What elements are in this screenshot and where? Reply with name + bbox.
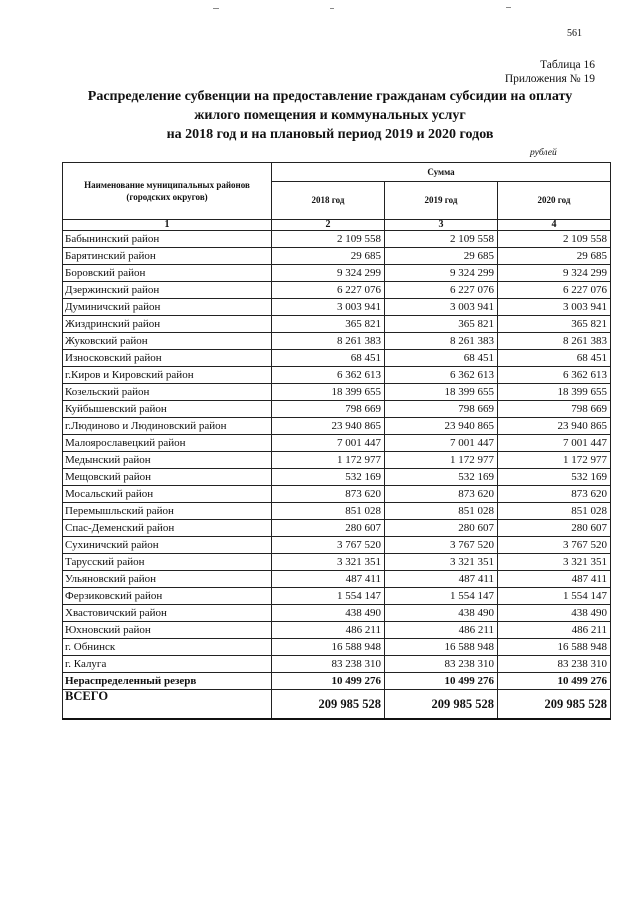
amount-2020: 1 172 977: [498, 452, 611, 469]
amount-2020: 3 767 520: [498, 537, 611, 554]
column-number: 1: [63, 220, 272, 231]
amount-2018: 365 821: [272, 316, 385, 333]
header-year: 2019 год: [385, 182, 498, 220]
amount-2019: 280 607: [385, 520, 498, 537]
table-row: [63, 639, 611, 656]
page-number: 561: [567, 28, 582, 39]
table-row: [63, 248, 611, 265]
title-line: на 2018 год и на плановый период 2019 и 2020 годов: [166, 127, 494, 142]
table-row: [63, 384, 611, 401]
table-row: [63, 571, 611, 588]
amount-2020: 3 003 941: [498, 299, 611, 316]
amount-2019: 1 172 977: [385, 452, 498, 469]
amount-2018: 438 490: [272, 605, 385, 622]
district-name: Ульяновский район: [63, 571, 272, 588]
table-row: [63, 605, 611, 622]
amount-2020: 7 001 447: [498, 435, 611, 452]
table-row: [63, 520, 611, 537]
amount-2020: 532 169: [498, 469, 611, 486]
table-row: [63, 656, 611, 673]
amount-2020: 9 324 299: [498, 265, 611, 282]
total-2020: 209 985 528: [498, 690, 611, 720]
amount-2018: 2 109 558: [272, 231, 385, 248]
district-name: Бабынинский район: [63, 231, 272, 248]
district-name: г. Калуга: [63, 656, 272, 673]
allocation-table: [62, 162, 611, 720]
amount-2020: 8 261 383: [498, 333, 611, 350]
amount-2018: 18 399 655: [272, 384, 385, 401]
district-name: г.Киров и Кировский район: [63, 367, 272, 384]
district-name: г. Обнинск: [63, 639, 272, 656]
table-row: [63, 333, 611, 350]
amount-2019: 532 169: [385, 469, 498, 486]
amount-2019: 365 821: [385, 316, 498, 333]
table-row: [63, 231, 611, 248]
amount-2018: 6 362 613: [272, 367, 385, 384]
district-name: Хвастовичский район: [63, 605, 272, 622]
table-row: [63, 554, 611, 571]
amount-2018: 1 172 977: [272, 452, 385, 469]
amount-2019: 6 227 076: [385, 282, 498, 299]
amount-2019: 798 669: [385, 401, 498, 418]
amount-2020: 18 399 655: [498, 384, 611, 401]
table-row: [63, 350, 611, 367]
amount-2018: 7 001 447: [272, 435, 385, 452]
amount-2020: 83 238 310: [498, 656, 611, 673]
amount-2020: 438 490: [498, 605, 611, 622]
total-name: ВСЕГО: [63, 690, 272, 720]
table-row: [63, 418, 611, 435]
units-label: рублей: [530, 148, 557, 158]
header-sum: Сумма: [272, 163, 611, 182]
header-name: Наименование муниципальных районов (городских округов): [63, 163, 272, 220]
amount-2019: 3 003 941: [385, 299, 498, 316]
amount-2018: 1 554 147: [272, 588, 385, 605]
title-line: жилого помещения и коммунальных услуг: [194, 108, 466, 123]
amount-2019: 2 109 558: [385, 231, 498, 248]
amount-2018: 851 028: [272, 503, 385, 520]
table-row: [63, 503, 611, 520]
table-row: [63, 588, 611, 605]
amount-2019: 873 620: [385, 486, 498, 503]
district-name: Мосальский район: [63, 486, 272, 503]
district-name: Думиничский район: [63, 299, 272, 316]
amount-2020: 487 411: [498, 571, 611, 588]
amount-2020: 2 109 558: [498, 231, 611, 248]
amount-2019: 438 490: [385, 605, 498, 622]
district-name: Тарусский район: [63, 554, 272, 571]
amount-2018: 83 238 310: [272, 656, 385, 673]
district-name: Малоярославецкий район: [63, 435, 272, 452]
amount-2019: 9 324 299: [385, 265, 498, 282]
district-name: Медынский район: [63, 452, 272, 469]
district-name: Козельский район: [63, 384, 272, 401]
amount-2019: 6 362 613: [385, 367, 498, 384]
amount-2019: 487 411: [385, 571, 498, 588]
amount-2018: 6 227 076: [272, 282, 385, 299]
reserve-name: Нераспределенный резерв: [63, 673, 272, 690]
reserve-2019: 10 499 276: [385, 673, 498, 690]
amount-2020: 1 554 147: [498, 588, 611, 605]
district-name: Жуковский район: [63, 333, 272, 350]
title-line: Распределение субвенции на предоставление гражданам субсидии на оплату: [87, 89, 573, 104]
total-2019: 209 985 528: [385, 690, 498, 720]
amount-2020: 486 211: [498, 622, 611, 639]
table-label: [505, 58, 595, 86]
district-name: Ферзиковский район: [63, 588, 272, 605]
amount-2020: 23 940 865: [498, 418, 611, 435]
district-name: Мещовский район: [63, 469, 272, 486]
amount-2018: 798 669: [272, 401, 385, 418]
district-name: Спас-Деменский район: [63, 520, 272, 537]
amount-2020: 873 620: [498, 486, 611, 503]
scan-artifact: [506, 7, 511, 8]
table-row: [63, 299, 611, 316]
amount-2018: 280 607: [272, 520, 385, 537]
table-label-line: Приложения № 19: [504, 73, 595, 85]
total-2018: 209 985 528: [272, 690, 385, 720]
scan-artifact: [213, 8, 219, 9]
district-name: г.Людиново и Людиновский район: [63, 418, 272, 435]
amount-2018: 23 940 865: [272, 418, 385, 435]
amount-2019: 23 940 865: [385, 418, 498, 435]
amount-2018: 9 324 299: [272, 265, 385, 282]
amount-2020: 365 821: [498, 316, 611, 333]
amount-2018: 3 321 351: [272, 554, 385, 571]
column-number: 4: [498, 220, 611, 231]
district-name: Барятинский район: [63, 248, 272, 265]
document-title: [60, 87, 600, 144]
table-row: [63, 401, 611, 418]
district-name: Боровский район: [63, 265, 272, 282]
amount-2018: 8 261 383: [272, 333, 385, 350]
table-row: [63, 537, 611, 554]
amount-2018: 486 211: [272, 622, 385, 639]
district-name: Куйбышевский район: [63, 401, 272, 418]
amount-2019: 68 451: [385, 350, 498, 367]
total-row: [63, 690, 611, 720]
amount-2018: 29 685: [272, 248, 385, 265]
amount-2018: 3 003 941: [272, 299, 385, 316]
district-name: Износковский район: [63, 350, 272, 367]
reserve-2020: 10 499 276: [498, 673, 611, 690]
reserve-row: [63, 673, 611, 690]
scan-artifact: [330, 8, 334, 9]
table-row: [63, 265, 611, 282]
amount-2020: 280 607: [498, 520, 611, 537]
amount-2020: 6 362 613: [498, 367, 611, 384]
table-row: [63, 486, 611, 503]
amount-2018: 532 169: [272, 469, 385, 486]
amount-2019: 18 399 655: [385, 384, 498, 401]
amount-2019: 7 001 447: [385, 435, 498, 452]
table-row: [63, 316, 611, 333]
amount-2019: 8 261 383: [385, 333, 498, 350]
amount-2019: 3 321 351: [385, 554, 498, 571]
amount-2018: 487 411: [272, 571, 385, 588]
amount-2018: 3 767 520: [272, 537, 385, 554]
amount-2020: 851 028: [498, 503, 611, 520]
amount-2020: 68 451: [498, 350, 611, 367]
column-number: 3: [385, 220, 498, 231]
district-name: Жиздринский район: [63, 316, 272, 333]
district-name: Дзержинский район: [63, 282, 272, 299]
table-label-line: Таблица 16: [540, 59, 595, 71]
amount-2019: 3 767 520: [385, 537, 498, 554]
table-row: [63, 435, 611, 452]
district-name: Перемышльский район: [63, 503, 272, 520]
reserve-2018: 10 499 276: [272, 673, 385, 690]
column-number: 2: [272, 220, 385, 231]
amount-2018: 16 588 948: [272, 639, 385, 656]
amount-2018: 873 620: [272, 486, 385, 503]
amount-2019: 29 685: [385, 248, 498, 265]
table-row: [63, 367, 611, 384]
amount-2019: 16 588 948: [385, 639, 498, 656]
amount-2020: 16 588 948: [498, 639, 611, 656]
table-row: [63, 282, 611, 299]
amount-2019: 486 211: [385, 622, 498, 639]
table-row: [63, 622, 611, 639]
amount-2019: 851 028: [385, 503, 498, 520]
amount-2019: 83 238 310: [385, 656, 498, 673]
amount-2020: 798 669: [498, 401, 611, 418]
amount-2020: 6 227 076: [498, 282, 611, 299]
district-name: Юхновский район: [63, 622, 272, 639]
amount-2020: 3 321 351: [498, 554, 611, 571]
amount-2019: 1 554 147: [385, 588, 498, 605]
amount-2020: 29 685: [498, 248, 611, 265]
header-year: 2018 год: [272, 182, 385, 220]
table-row: [63, 452, 611, 469]
table-row: [63, 469, 611, 486]
header-year: 2020 год: [498, 182, 611, 220]
amount-2018: 68 451: [272, 350, 385, 367]
district-name: Сухиничский район: [63, 537, 272, 554]
